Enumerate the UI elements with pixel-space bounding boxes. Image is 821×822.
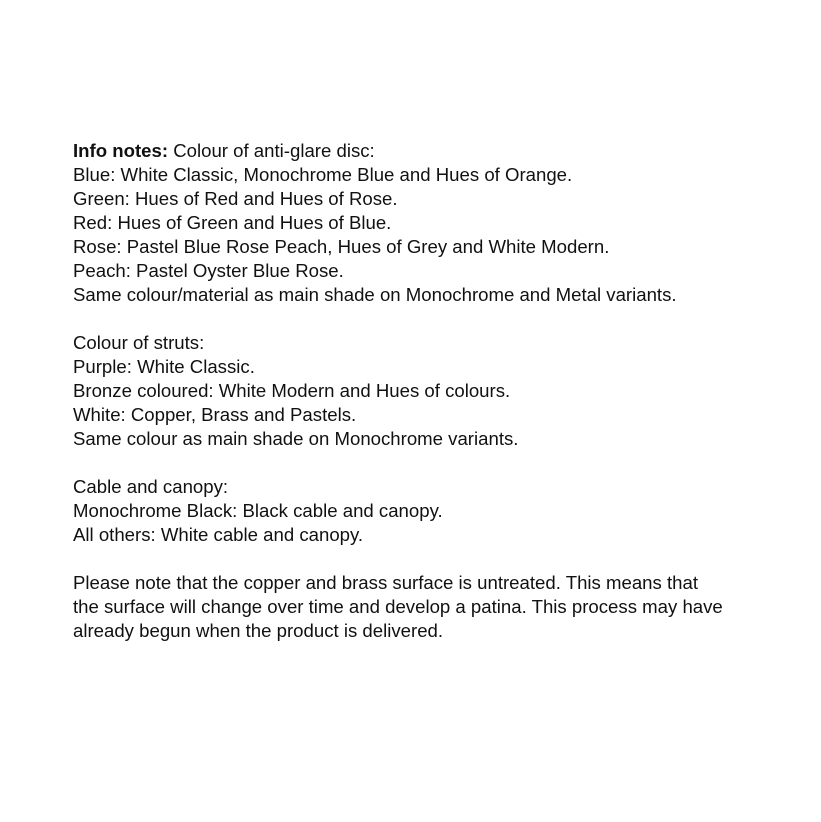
- cable-line-all-others: All others: White cable and canopy.: [73, 524, 364, 545]
- section-spacer: [73, 451, 793, 475]
- section-spacer: [73, 307, 793, 331]
- anti-glare-disc-heading: [73, 139, 793, 163]
- info-notes-document: [73, 139, 793, 643]
- cable-canopy-heading: Cable and canopy:: [73, 476, 229, 497]
- disc-line-rose: Rose: Pastel Blue Rose Peach, Hues of Grey and White Modern.: [73, 236, 610, 257]
- struts-line-white: White: Copper, Brass and Pastels.: [73, 404, 357, 425]
- patina-note-line: the surface will change over time and develop a patina. This process may have: [73, 596, 723, 617]
- struts-heading: Colour of struts:: [73, 332, 205, 353]
- cable-line-monochrome-black: Monochrome Black: Black cable and canopy.: [73, 500, 443, 521]
- disc-line-red: Red: Hues of Green and Hues of Blue.: [73, 212, 392, 233]
- disc-line-green: Green: Hues of Red and Hues of Rose.: [73, 188, 398, 209]
- section-spacer: [73, 547, 793, 571]
- disc-line-peach: Peach: Pastel Oyster Blue Rose.: [73, 260, 344, 281]
- disc-line-same-colour: Same colour/material as main shade on Monochrome and Metal variants.: [73, 284, 677, 305]
- patina-note-line: already begun when the product is delivered.: [73, 620, 444, 641]
- struts-line-purple: Purple: White Classic.: [73, 356, 255, 377]
- patina-note-section: [73, 571, 793, 643]
- anti-glare-disc-heading-text: Colour of anti-glare disc:: [168, 140, 375, 161]
- struts-line-same-colour: Same colour as main shade on Monochrome variants.: [73, 428, 519, 449]
- struts-line-bronze: Bronze coloured: White Modern and Hues of colours.: [73, 380, 511, 401]
- info-notes-label: Info notes:: [73, 140, 169, 161]
- anti-glare-disc-section: [73, 139, 793, 307]
- disc-line-blue: Blue: White Classic, Monochrome Blue and Hues of Orange.: [73, 164, 573, 185]
- patina-note-line: Please note that the copper and brass surface is untreated. This means that: [73, 572, 698, 593]
- struts-section: [73, 331, 793, 451]
- cable-canopy-section: [73, 475, 793, 547]
